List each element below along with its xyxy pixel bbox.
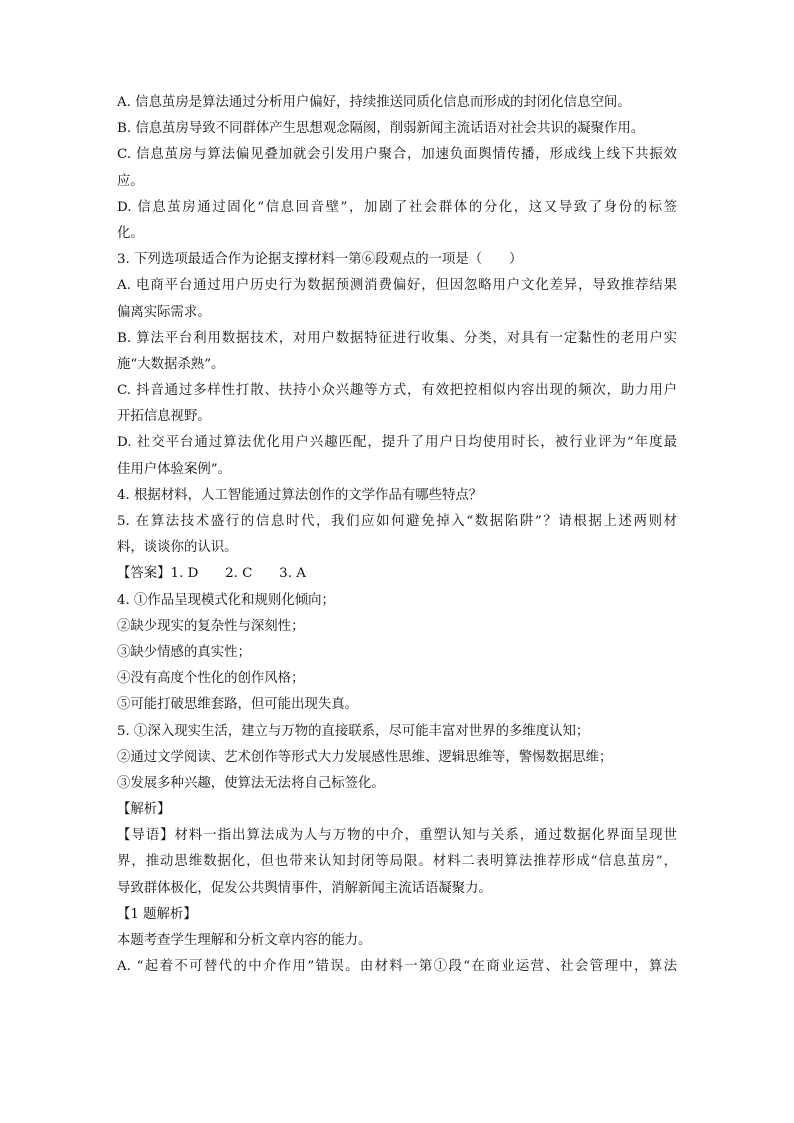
q1-analysis-intro: 本题考查学生理解和分析文章内容的能力。 [117, 933, 372, 948]
answer-4-item-4: ④没有高度个性化的创作风格； [117, 671, 305, 687]
q3-option-c-cont: 开拓信息视野。 [117, 409, 211, 425]
q3-option-a-cont: 偏离实际需求。 [117, 304, 211, 320]
option-c-line-cont: 应。 [117, 173, 144, 189]
answer-4-item-3: ③缺少情感的真实性； [117, 644, 251, 660]
document-page [117, 90, 677, 980]
q3-option-b-cont: 施“大数据杀熟”。 [117, 356, 225, 372]
q1-analysis-option-a: A. “起着不可替代的中介作用”错误。由材料一第①段“在商业运营、社会管理中，算法 [117, 959, 677, 975]
q1-analysis-header: 【1 题解析】 [117, 906, 197, 922]
intro-paragraph-line-1: 【导语】材料一指出算法成为人与万物的中介，重塑认知与关系，通过数据化界面呈现世 [117, 828, 677, 844]
answer-5-item-2: ②通过文学阅读、艺术创作等形式大力发展感性思维、逻辑思维等，警惕数据思维； [117, 749, 613, 765]
question-5: 5. 在算法技术盛行的信息时代，我们应如何避免掉入“数据陷阱”？请根据上述两则材 [117, 514, 677, 529]
answer-4-item-5: ⑤可能打破思维套路，但可能出现失真。 [117, 697, 359, 713]
question-3: 3. 下列选项最适合作为论据支撑材料一第⑥段观点的一项是（ ） [117, 252, 523, 268]
option-a-line: A. 信息茧房是算法通过分析用户偏好，持续推送同质化信息而形成的封闭化信息空间。 [117, 95, 631, 110]
answer-4-item-1: 4. ①作品呈现模式化和规则化倾向； [117, 592, 335, 608]
option-d-line-cont: 化。 [117, 225, 144, 241]
answer-header: 【答案】1. D 2. C 3. A [117, 566, 306, 582]
q3-option-c: C. 抖音通过多样性打散、扶持小众兴趣等方式，有效把控相似内容出现的频次，助力用户 [117, 383, 677, 399]
option-c-line: C. 信息茧房与算法偏见叠加就会引发用户聚合，加速负面舆情传播，形成线上线下共振效 [117, 147, 677, 163]
question-5-cont: 料，谈谈你的认识。 [117, 540, 238, 556]
q3-option-b: B. 算法平台利用数据技术，对用户数据特征进行收集、分类，对具有一定黏性的老用户实 [117, 330, 677, 346]
q3-option-d: D. 社交平台通过算法优化用户兴趣匹配，提升了用户日均使用时长，被行业评为“年度最 [117, 435, 677, 451]
q3-option-a: A. 电商平台通过用户历史行为数据预测消费偏好，但因忽略用户文化差异，导致推荐结果 [117, 278, 677, 294]
intro-paragraph-line-3: 导致群体极化，促发公共舆情事件，消解新闻主流话语凝聚力。 [117, 880, 492, 896]
answer-5-item-1: 5. ①深入现实生活，建立与万物的直接联系，尽可能丰富对世界的多维度认知； [117, 723, 590, 739]
answer-4-item-2: ②缺少现实的复杂性与深刻性； [117, 618, 305, 634]
analysis-header: 【解析】 [117, 802, 171, 818]
question-4: 4. 根据材料，人工智能通过算法创作的文学作品有哪些特点？ [117, 487, 483, 503]
option-d-line: D. 信息茧房通过固化“信息回音壁”，加剧了社会群体的分化，这又导致了身份的标签 [117, 199, 677, 215]
q3-option-d-cont: 佳用户体验案例”。 [117, 461, 231, 477]
option-b-line: B. 信息茧房导致不同群体产生思想观念隔阂，削弱新闻主流话语对社会共识的凝聚作用。 [117, 121, 645, 137]
intro-paragraph-line-2: 界，推动思维数据化，但也带来认知封闭等局限。材料二表明算法推荐形成“信息茧房”， [117, 854, 677, 870]
answer-5-item-3: ③发展多种兴趣，使算法无法将自己标签化。 [117, 775, 385, 791]
